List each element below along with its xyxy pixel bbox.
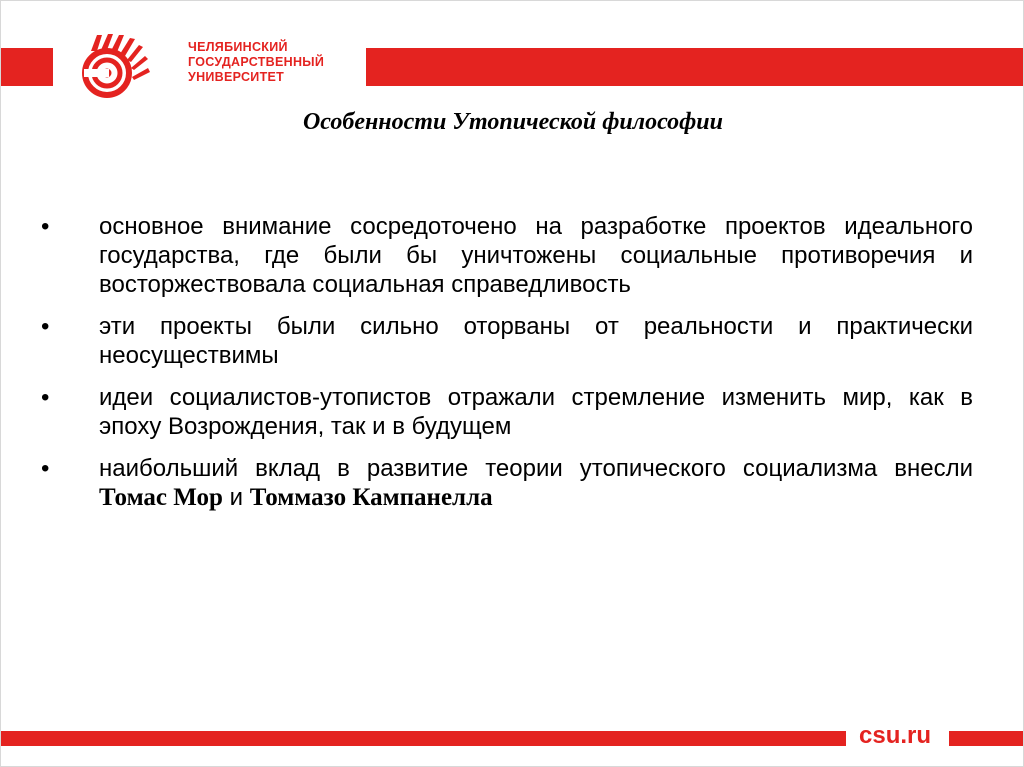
university-name-line-3: УНИВЕРСИТЕТ (188, 70, 285, 84)
name-tommaso-campanella: Томмазо Кампанелла (249, 484, 493, 511)
university-name-line-1: ЧЕЛЯБИНСКИЙ (188, 40, 288, 54)
name-thomas-more: Томас Мор (99, 484, 223, 511)
bullet-text: эти проекты были сильно оторваны от реальности и практически неосуществимы (99, 313, 973, 369)
bullet-marker: • (41, 384, 50, 411)
header-bar-right (366, 48, 1024, 86)
university-name-line-2: ГОСУДАРСТВЕННЫЙ (188, 55, 325, 69)
footer-bar-left (1, 731, 846, 746)
bullet-text (99, 454, 973, 512)
bullet-marker: • (41, 213, 50, 240)
bullet-text-start: наибольший вклад в развитие теории утопического социализма внесли (99, 455, 973, 482)
university-logo-icon (77, 33, 173, 101)
header-bar-left (1, 48, 53, 86)
bullet-item (41, 312, 973, 370)
bullet-text: основное внимание сосредоточено на разработке проектов идеального государства, где были бы уничтожены социальные противоречия и восторжествовала социальная справедливость (99, 213, 973, 298)
bullet-text: идеи социалистов-утопистов отражали стремление изменить мир, как в эпоху Возрождения, так и в будущем (99, 384, 973, 440)
bullet-item (41, 383, 973, 441)
university-name (188, 40, 324, 85)
footer-bar-right (949, 731, 1024, 746)
bullet-item (41, 454, 973, 512)
slide-title: Особенности Утопической философии (302, 109, 724, 135)
bullet-text-conjunction: и (222, 484, 250, 511)
footer-website-link[interactable]: csu.ru (859, 722, 932, 749)
bullet-list (41, 212, 973, 525)
bullet-marker: • (41, 313, 50, 340)
bullet-marker: • (41, 455, 50, 482)
bullet-item (41, 212, 973, 299)
